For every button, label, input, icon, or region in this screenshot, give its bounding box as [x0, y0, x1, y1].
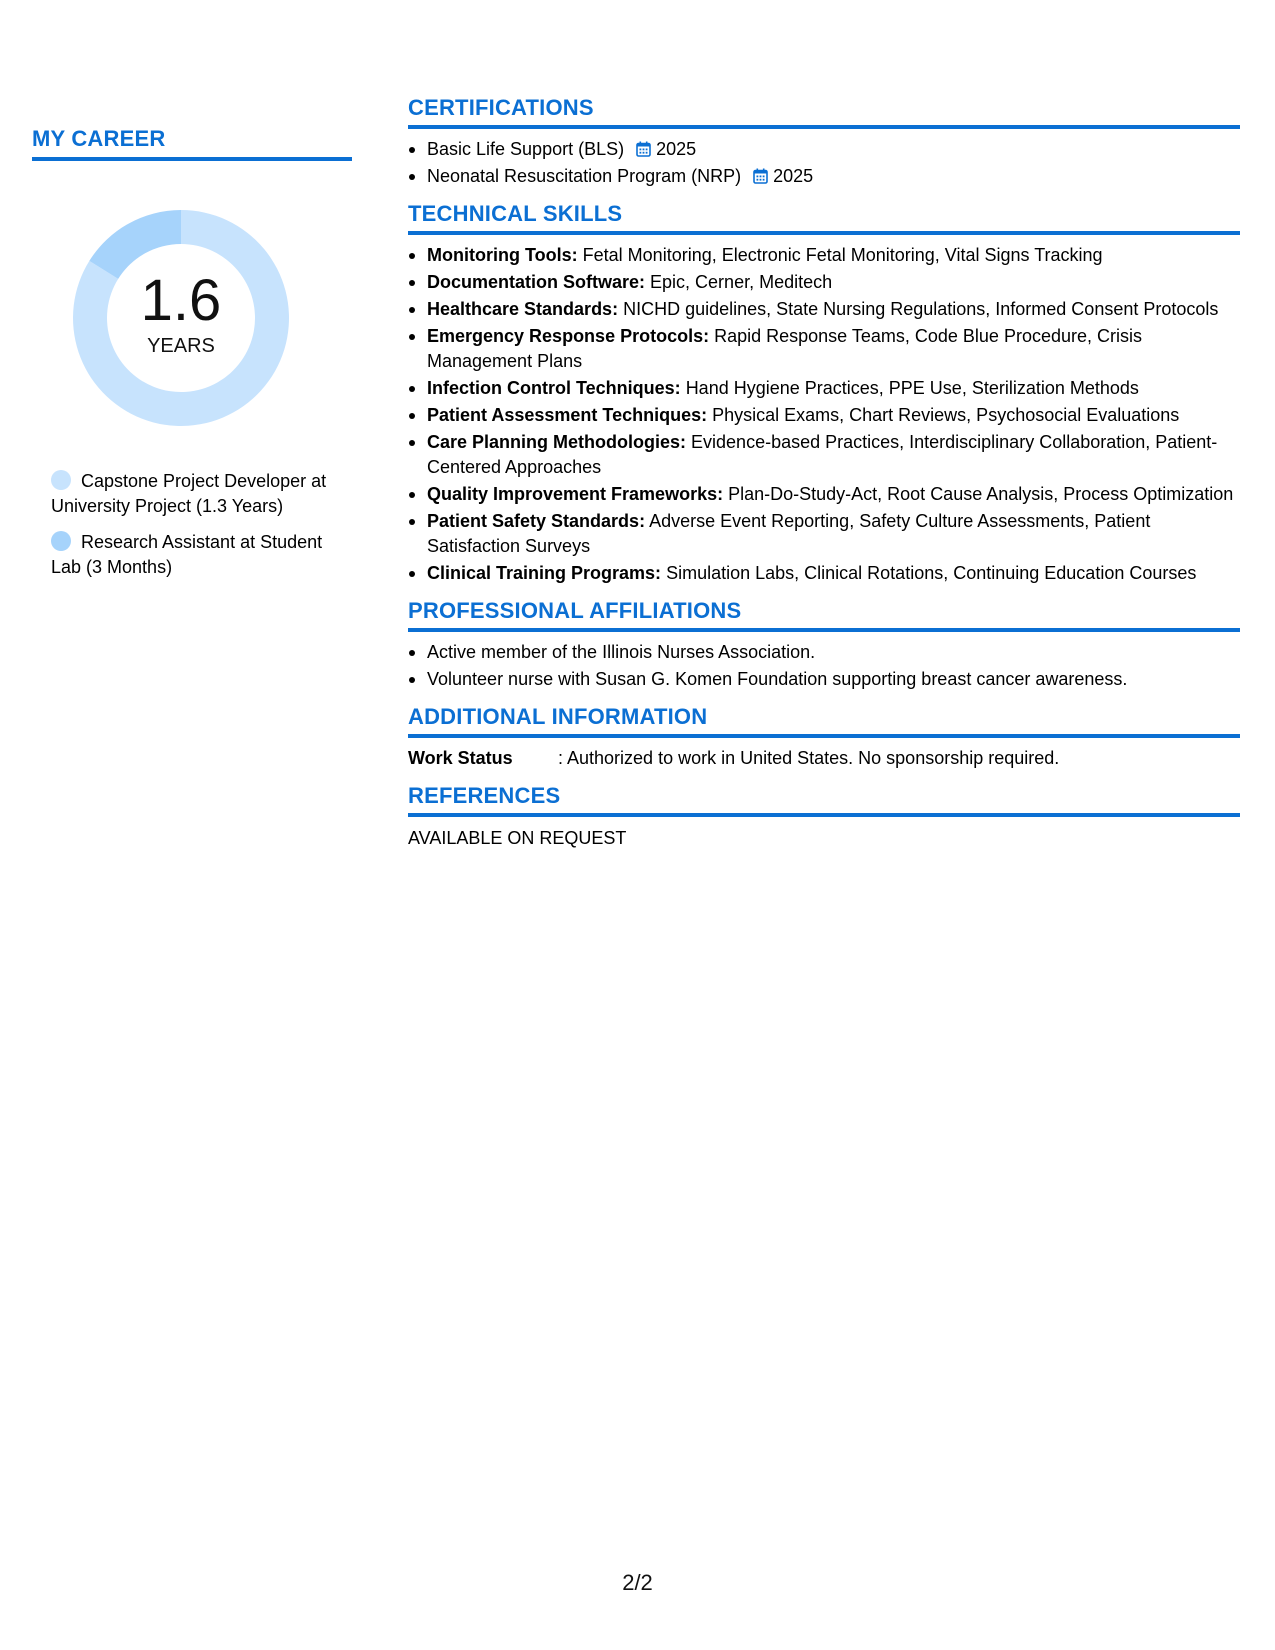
donut-center [66, 203, 296, 433]
skill-item [408, 270, 1240, 295]
skill-value: Hand Hygiene Practices, PPE Use, Sterilization Methods [685, 378, 1139, 398]
affiliations-list [408, 640, 1240, 692]
skill-item [408, 243, 1240, 268]
certifications-section [408, 95, 1240, 189]
certifications-title: CERTIFICATIONS [408, 95, 594, 120]
legend-dot-research [51, 531, 71, 551]
skill-name: Healthcare Standards: [427, 299, 619, 319]
legend-label-capstone: Capstone Project Developer at University Project (1.3 Years) [51, 471, 327, 516]
skill-value: Adverse Event Reporting, Safety Culture Assessments, Patient Satisfaction Surveys [427, 511, 1151, 556]
certification-name: Neonatal Resuscitation Program (NRP) [427, 166, 742, 186]
affiliations-title: PROFESSIONAL AFFILIATIONS [408, 598, 742, 623]
additional-info-title: ADDITIONAL INFORMATION [408, 704, 708, 729]
legend-label-research: Research Assistant at Student Lab (3 Months) [51, 532, 323, 577]
affiliation-item: Active member of the Illinois Nurses Association. [408, 640, 1240, 665]
certifications-list [408, 137, 1240, 189]
skill-name: Emergency Response Protocols: [427, 326, 710, 346]
skills-rule [408, 231, 1240, 235]
work-status-row [408, 746, 1240, 771]
skills-list [408, 243, 1240, 586]
references-text: AVAILABLE ON REQUEST [408, 828, 627, 848]
skills-title: TECHNICAL SKILLS [408, 201, 623, 226]
legend-dot-capstone [51, 470, 71, 490]
career-legend [32, 469, 332, 580]
skill-item [408, 430, 1240, 480]
references-rule [408, 813, 1240, 817]
skill-name: Quality Improvement Frameworks: [427, 484, 724, 504]
skill-name: Clinical Training Programs: [427, 563, 662, 583]
skills-section [408, 201, 1240, 586]
skill-value: Simulation Labs, Clinical Rotations, Continuing Education Courses [666, 563, 1197, 583]
references-title: REFERENCES [408, 783, 561, 808]
skill-value: NICHD guidelines, State Nursing Regulations, Informed Consent Protocols [623, 299, 1219, 319]
certification-item [408, 137, 1240, 162]
affiliation-item: Volunteer nurse with Susan G. Komen Foundation supporting breast cancer awareness. [408, 667, 1240, 692]
skill-item [408, 561, 1240, 586]
additional-info-section [408, 704, 1240, 771]
legend-item-research [51, 530, 332, 580]
skill-item [408, 482, 1240, 507]
career-title: MY CAREER [32, 126, 166, 151]
affiliations-section [408, 598, 1240, 692]
skill-item [408, 403, 1240, 428]
skill-value: Physical Exams, Chart Reviews, Psychosocial Evaluations [712, 405, 1180, 425]
page-number: 2/2 [622, 1570, 653, 1595]
skill-name: Care Planning Methodologies: [427, 432, 687, 452]
skill-name: Patient Assessment Techniques: [427, 405, 708, 425]
career-sidebar [32, 126, 352, 591]
skill-item [408, 324, 1240, 374]
skill-value: Fetal Monitoring, Electronic Fetal Monitoring, Vital Signs Tracking [582, 245, 1103, 265]
skill-value: Evidence-based Practices, Interdisciplinary Collaboration, Patient-Centered Approaches [427, 432, 1218, 477]
skill-name: Infection Control Techniques: [427, 378, 681, 398]
skill-item [408, 297, 1240, 322]
legend-item-capstone [51, 469, 332, 519]
references-section [408, 783, 1240, 851]
skill-name: Documentation Software: [427, 272, 646, 292]
career-donut-chart [66, 203, 296, 433]
career-total-years: 1.6 [140, 268, 222, 333]
skill-name: Patient Safety Standards: [427, 511, 646, 531]
skill-name: Monitoring Tools: [427, 245, 578, 265]
calendar-icon [636, 141, 651, 157]
additional-info-rule [408, 734, 1240, 738]
skill-value: Epic, Cerner, Meditech [650, 272, 833, 292]
skill-value: Plan-Do-Study-Act, Root Cause Analysis, Process Optimization [728, 484, 1234, 504]
career-title-rule [32, 157, 352, 161]
resume-main [408, 95, 1240, 863]
certification-item [408, 164, 1240, 189]
skill-item [408, 376, 1240, 401]
work-status-value: : Authorized to work in United States. No sponsorship required. [558, 748, 1060, 768]
affiliations-rule [408, 628, 1240, 632]
certification-year: 2025 [656, 139, 697, 159]
certification-year: 2025 [773, 166, 814, 186]
work-status-label: Work Status [408, 748, 513, 768]
skill-value: Rapid Response Teams, Code Blue Procedure, Crisis Management Plans [427, 326, 1142, 371]
certifications-rule [408, 125, 1240, 129]
calendar-icon [753, 168, 768, 184]
career-total-unit: YEARS [147, 335, 215, 357]
skill-item [408, 509, 1240, 559]
certification-name: Basic Life Support (BLS) [427, 139, 625, 159]
